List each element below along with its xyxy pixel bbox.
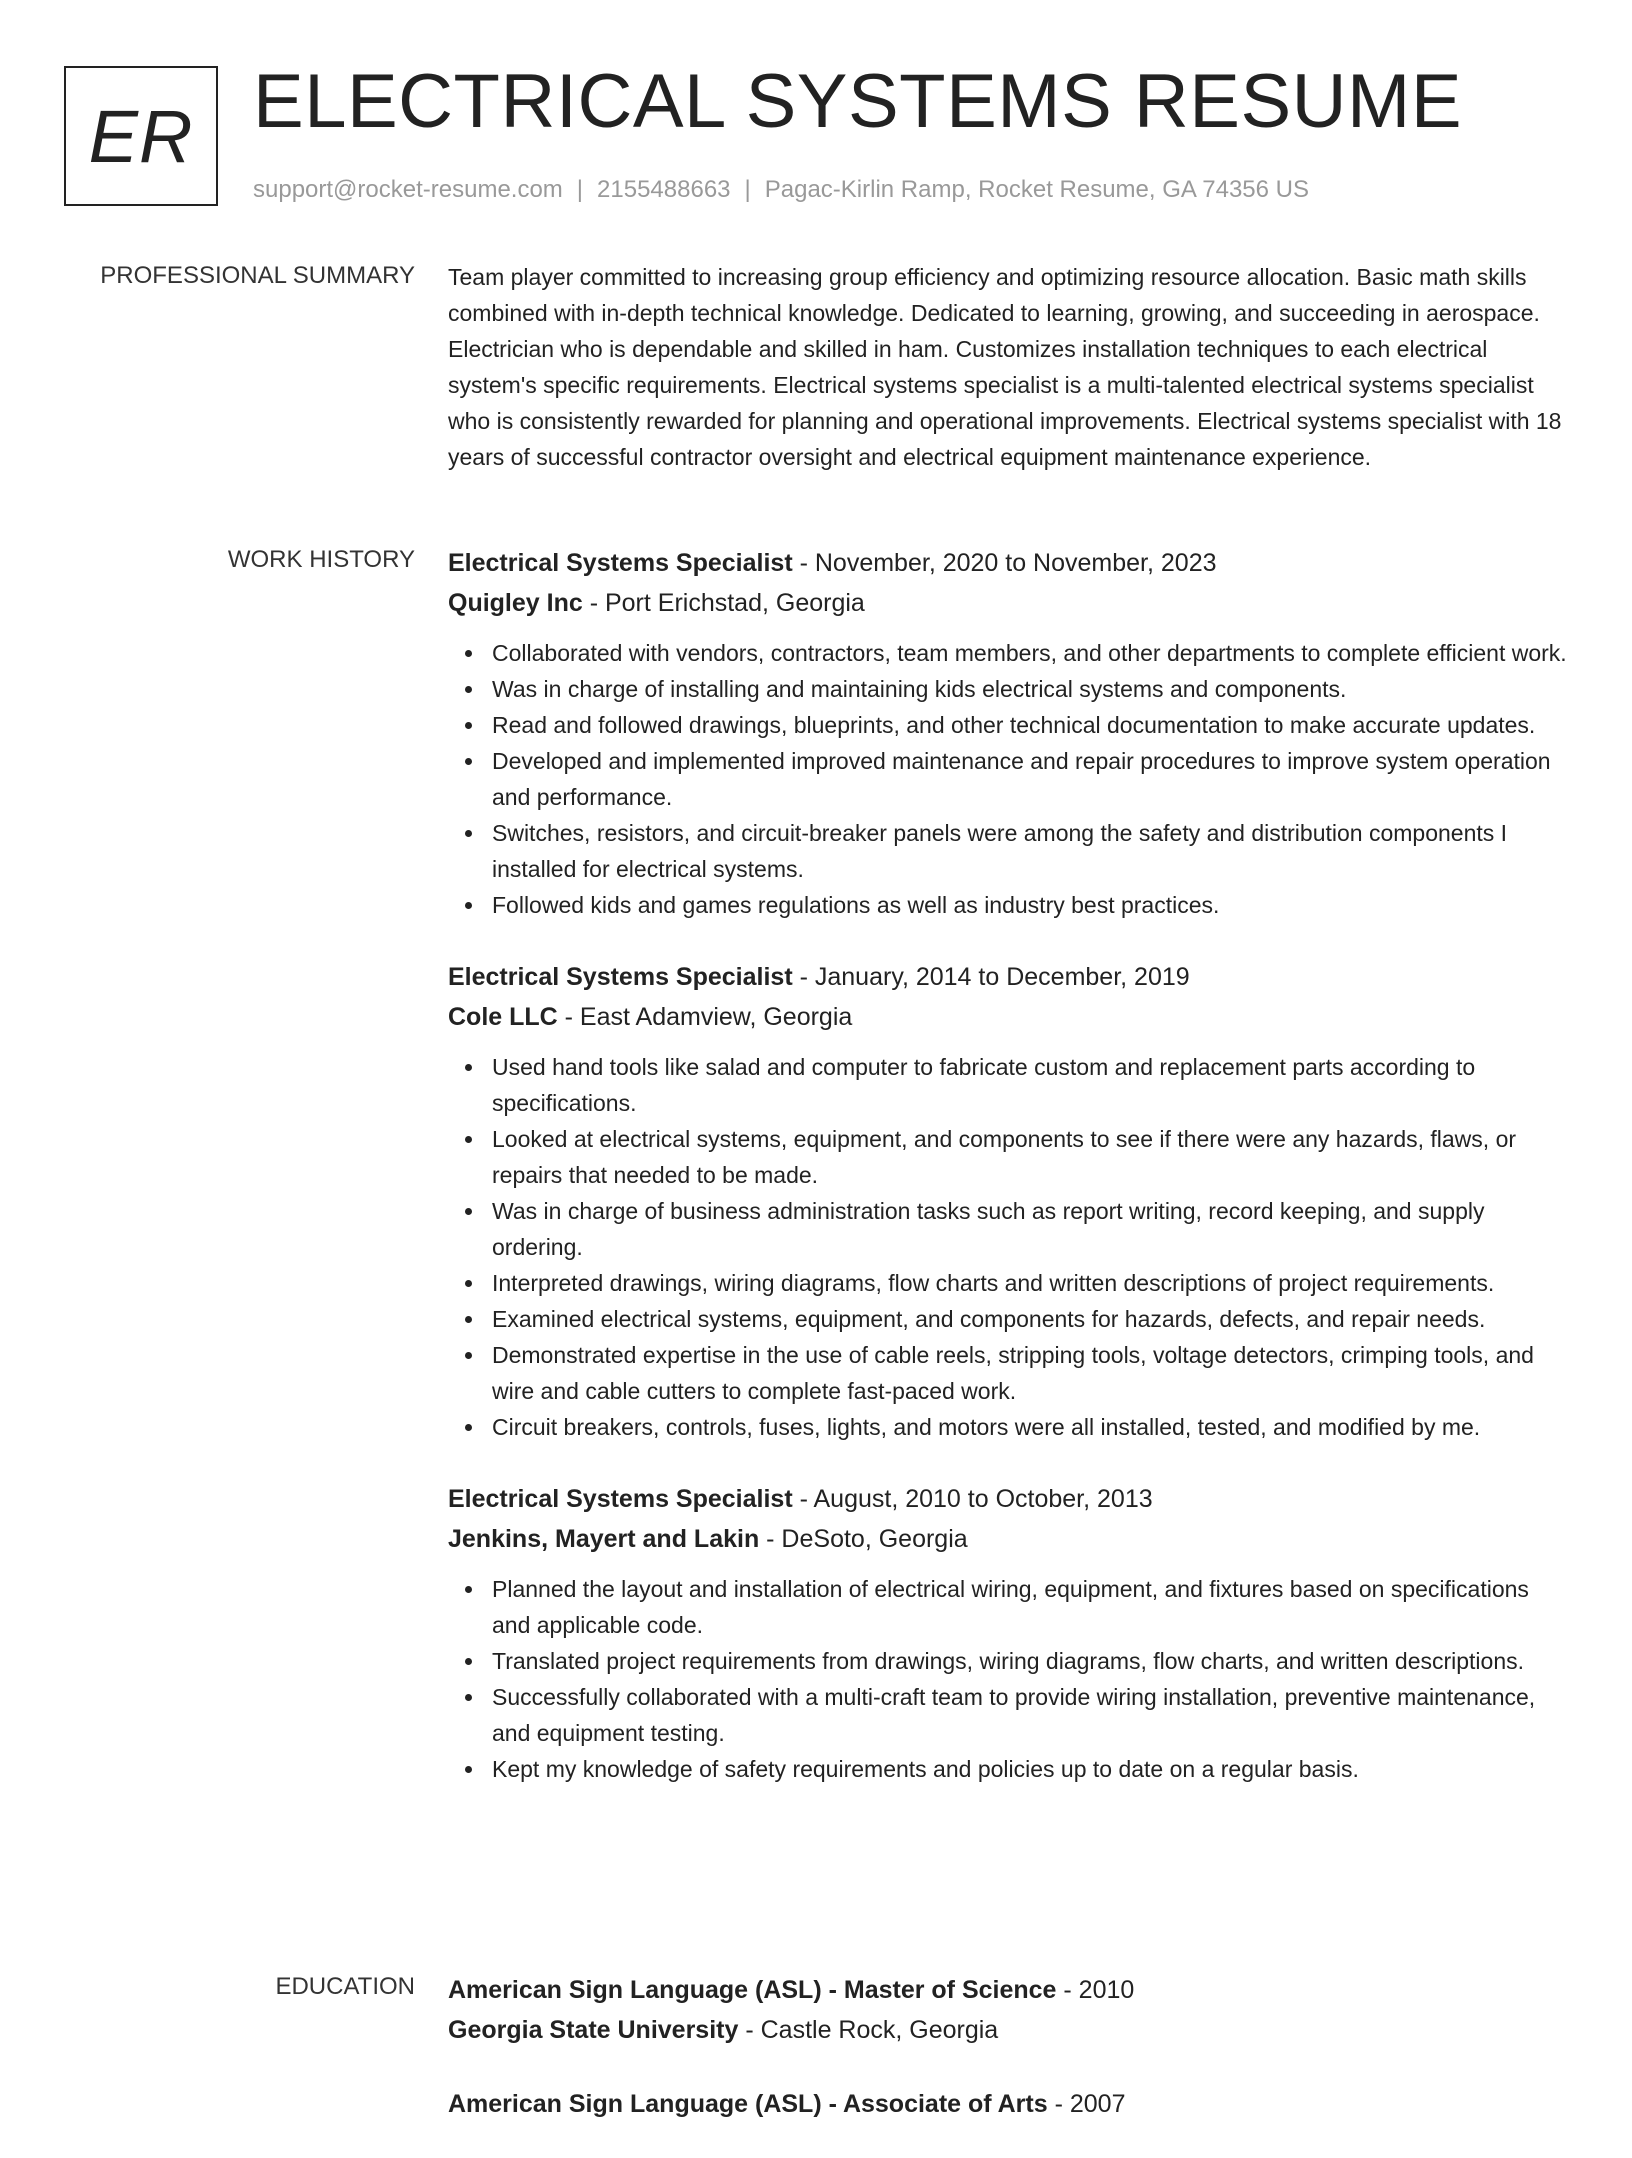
job-bullet: Planned the layout and installation of electrical wiring, equipment, and fixtures based on specifications and applicable code.	[492, 1571, 1568, 1643]
job-bullet-list	[448, 1049, 1568, 1445]
job-bullet: Looked at electrical systems, equipment, and components to see if there were any hazards, flaws, or repairs that needed to be made.	[492, 1121, 1568, 1193]
job-bullet-list	[448, 1571, 1568, 1787]
resume-title: ELECTRICAL SYSTEMS RESUME	[253, 59, 1463, 144]
job-bullet: Was in charge of business administration tasks such as report writing, record keeping, and supply ordering.	[492, 1193, 1568, 1265]
job-title: Electrical Systems Specialist	[448, 1485, 793, 1513]
degree-year: - 2010	[1056, 1976, 1135, 2004]
job-bullet: Examined electrical systems, equipment, and components for hazards, defects, and repair needs.	[492, 1301, 1568, 1337]
job-bullet: Translated project requirements from drawings, wiring diagrams, flow charts, and written descriptions.	[492, 1643, 1568, 1679]
work-history-body	[448, 543, 1568, 1821]
job-location: - Port Erichstad, Georgia	[582, 589, 865, 617]
job-bullet: Kept my knowledge of safety requirements and policies up to date on a regular basis.	[492, 1751, 1568, 1787]
monogram-badge	[64, 66, 218, 206]
education-body	[448, 1970, 1568, 2158]
job-bullet-list	[448, 635, 1568, 923]
job-dates: - November, 2020 to November, 2023	[792, 549, 1217, 577]
education-entry	[448, 1970, 1568, 2050]
job-company: Jenkins, Mayert and Lakin	[448, 1525, 760, 1553]
summary-text: Team player committed to increasing group efficiency and optimizing resource allocation. Basic math skills combined with in-depth technical knowledge. Dedicated to learning, growing, and succeeding in aerospace. Electrician who is dependable and skilled in ham. Customizes installation techniques to each electrical system's specific requirements. Electrical systems specialist is a multi-talented electrical systems specialist who is consistently rewarded for planning and operational improvements. Electrical systems specialist with 18 years of successful contractor oversight and electrical equipment maintenance experience.	[448, 264, 1562, 470]
school-name: Georgia State University	[448, 2016, 739, 2044]
contact-line	[253, 174, 1309, 206]
job-dates: - August, 2010 to October, 2013	[792, 1485, 1153, 1513]
job-title-line	[448, 957, 1568, 997]
job-title: Electrical Systems Specialist	[448, 549, 793, 577]
job-dates: - January, 2014 to December, 2019	[792, 963, 1190, 991]
job-company: Quigley Inc	[448, 589, 583, 617]
contact-address: Pagac-Kirlin Ramp, Rocket Resume, GA 74356 US	[764, 176, 1309, 203]
summary-body	[448, 259, 1568, 475]
job-title: Electrical Systems Specialist	[448, 963, 793, 991]
school-location: - Castle Rock, Georgia	[738, 2016, 999, 2044]
job-bullet: Was in charge of installing and maintaining kids electrical systems and components.	[492, 671, 1568, 707]
degree-name: American Sign Language (ASL) - Master of Science	[448, 1976, 1057, 2004]
monogram-initials: ER	[88, 94, 194, 178]
degree-name: American Sign Language (ASL) - Associate of Arts	[448, 2090, 1048, 2118]
job-bullet: Developed and implemented improved maintenance and repair procedures to improve system operation and performance.	[492, 743, 1568, 815]
contact-separator: |	[576, 176, 584, 203]
school-line	[448, 2010, 1568, 2050]
degree-line	[448, 2084, 1568, 2124]
job-bullet: Read and followed drawings, blueprints, and other technical documentation to make accurate updates.	[492, 707, 1568, 743]
contact-phone[interactable]: 2155488663	[597, 176, 731, 203]
job-title-line	[448, 543, 1568, 583]
job-location: - DeSoto, Georgia	[759, 1525, 968, 1553]
job-company-line	[448, 583, 1568, 623]
job-entry	[448, 1479, 1568, 1787]
job-bullet: Followed kids and games regulations as well as industry best practices.	[492, 887, 1568, 923]
degree-year: - 2007	[1047, 2090, 1126, 2118]
job-bullet: Circuit breakers, controls, fuses, lights, and motors were all installed, tested, and modified by me.	[492, 1409, 1568, 1445]
job-entry	[448, 543, 1568, 923]
job-bullet: Switches, resistors, and circuit-breaker panels were among the safety and distribution components I installed for electrical systems.	[492, 815, 1568, 887]
job-location: - East Adamview, Georgia	[557, 1003, 853, 1031]
job-company: Cole LLC	[448, 1003, 558, 1031]
job-bullet: Interpreted drawings, wiring diagrams, flow charts and written descriptions of project requirements.	[492, 1265, 1568, 1301]
section-label-education: EDUCATION	[275, 1973, 415, 2000]
degree-line	[448, 1970, 1568, 2010]
job-company-line	[448, 997, 1568, 1037]
section-label-work-history: WORK HISTORY	[227, 546, 415, 573]
job-bullet: Demonstrated expertise in the use of cable reels, stripping tools, voltage detectors, crimping tools, and wire and cable cutters to complete fast-paced work.	[492, 1337, 1568, 1409]
job-bullet: Collaborated with vendors, contractors, team members, and other departments to complete efficient work.	[492, 635, 1568, 671]
job-bullet: Used hand tools like salad and computer to fabricate custom and replacement parts according to specifications.	[492, 1049, 1568, 1121]
contact-separator: |	[744, 176, 751, 203]
contact-email[interactable]: support@rocket-resume.com	[253, 176, 563, 203]
job-title-line	[448, 1479, 1568, 1519]
job-company-line	[448, 1519, 1568, 1559]
job-bullet: Successfully collaborated with a multi-craft team to provide wiring installation, preventive maintenance, and equipment testing.	[492, 1679, 1568, 1751]
job-entry	[448, 957, 1568, 1445]
section-label-summary: PROFESSIONAL SUMMARY	[100, 262, 415, 289]
education-entry	[448, 2084, 1568, 2124]
